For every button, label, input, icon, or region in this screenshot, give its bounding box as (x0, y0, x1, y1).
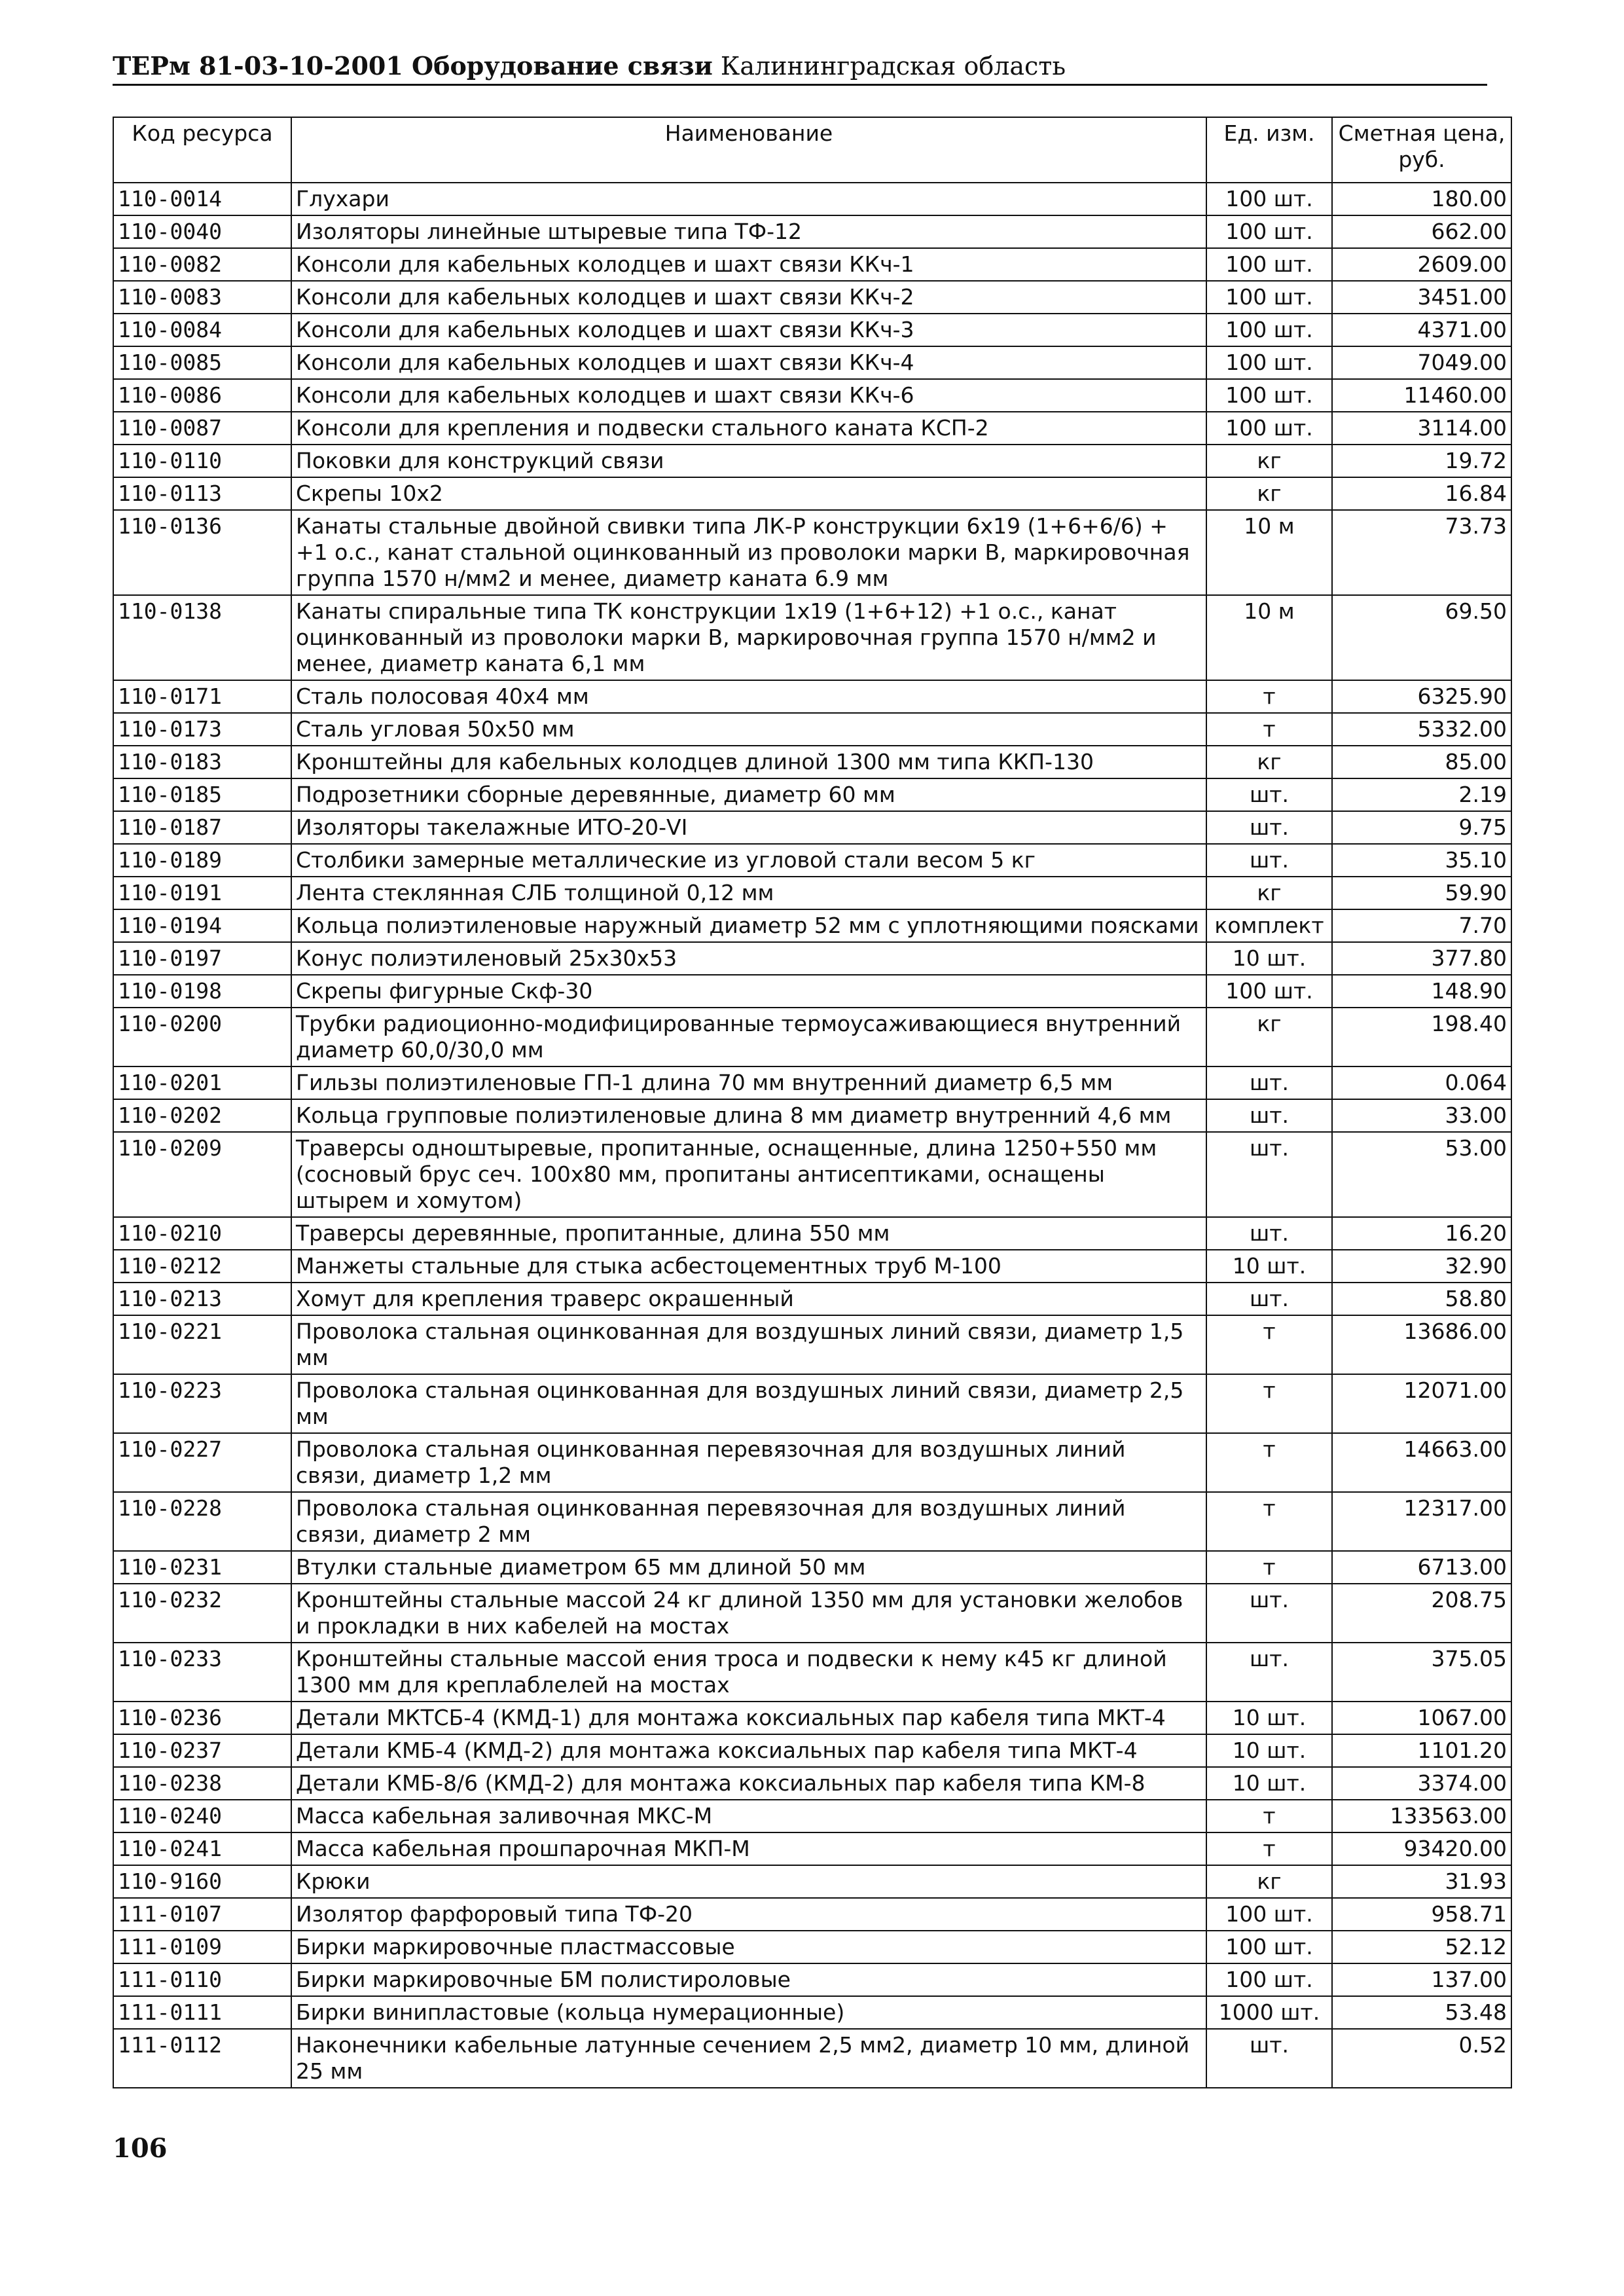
cell-unit: шт. (1206, 1099, 1332, 1132)
table-row (113, 1551, 1511, 1584)
cell-price: 7.70 (1332, 909, 1511, 942)
cell-code: 110-0231 (113, 1551, 291, 1584)
cell-unit: 10 м (1206, 595, 1332, 680)
cell-unit: кг (1206, 1008, 1332, 1066)
cell-unit: т (1206, 1551, 1332, 1584)
table-row (113, 909, 1511, 942)
table-row (113, 1643, 1511, 1702)
table-row (113, 1315, 1511, 1374)
cell-code: 110-0212 (113, 1250, 291, 1283)
cell-unit: 100 шт. (1206, 412, 1332, 445)
cell-price: 52.12 (1332, 1931, 1511, 1963)
cell-price: 58.80 (1332, 1283, 1511, 1315)
column-header-name: Наименование (291, 117, 1206, 183)
cell-unit: шт. (1206, 811, 1332, 844)
table-row (113, 248, 1511, 281)
cell-price: 73.73 (1332, 510, 1511, 595)
cell-unit: 100 шт. (1206, 1931, 1332, 1963)
table-row (113, 1832, 1511, 1865)
cell-unit: 100 шт. (1206, 183, 1332, 215)
cell-name: Крюки (291, 1865, 1206, 1898)
cell-price: 7049.00 (1332, 346, 1511, 379)
table-row (113, 412, 1511, 445)
cell-price: 1067.00 (1332, 1702, 1511, 1734)
cell-code: 111-0110 (113, 1963, 291, 1996)
cell-unit: 10 м (1206, 510, 1332, 595)
cell-name: Кольца групповые полиэтиленовые длина 8 мм диаметр внутренний 4,6 мм (291, 1099, 1206, 1132)
cell-name: Проволока стальная оцинкованная перевязочная для воздушных линий связи, диаметр 1,2 мм (291, 1433, 1206, 1492)
cell-price: 2609.00 (1332, 248, 1511, 281)
cell-unit: шт. (1206, 2029, 1332, 2088)
table-row (113, 1931, 1511, 1963)
cell-name: Наконечники кабельные латунные сечением 2,5 мм2, диаметр 10 мм, длиной 25 мм (291, 2029, 1206, 2088)
cell-code: 110-0189 (113, 844, 291, 877)
cell-code: 110-0082 (113, 248, 291, 281)
cell-name: Консоли для кабельных колодцев и шахт связи ККч-4 (291, 346, 1206, 379)
cell-code: 110-0223 (113, 1374, 291, 1433)
table-row (113, 1865, 1511, 1898)
cell-price: 16.20 (1332, 1217, 1511, 1250)
cell-code: 110-0209 (113, 1132, 291, 1217)
cell-name: Бирки винипластовые (кольца нумерационные) (291, 1996, 1206, 2029)
cell-unit: 100 шт. (1206, 314, 1332, 346)
cell-code: 111-0112 (113, 2029, 291, 2088)
table-row (113, 877, 1511, 909)
table-row (113, 445, 1511, 477)
cell-unit: шт. (1206, 1132, 1332, 1217)
table-row (113, 510, 1511, 595)
cell-code: 110-0194 (113, 909, 291, 942)
cell-code: 110-0087 (113, 412, 291, 445)
cell-price: 148.90 (1332, 975, 1511, 1008)
cell-unit: 100 шт. (1206, 379, 1332, 412)
cell-price: 11460.00 (1332, 379, 1511, 412)
cell-code: 111-0107 (113, 1898, 291, 1931)
table-row (113, 1066, 1511, 1099)
table-row (113, 1283, 1511, 1315)
cell-price: 375.05 (1332, 1643, 1511, 1702)
cell-code: 110-0232 (113, 1584, 291, 1643)
cell-unit: т (1206, 1315, 1332, 1374)
cell-name: Глухари (291, 183, 1206, 215)
cell-code: 110-0110 (113, 445, 291, 477)
cell-unit: шт. (1206, 1584, 1332, 1643)
table-row (113, 746, 1511, 778)
cell-unit: т (1206, 680, 1332, 713)
column-header-code: Код ресурса (113, 117, 291, 183)
cell-name: Изоляторы такелажные ИТО-20-VI (291, 811, 1206, 844)
cell-name: Конус полиэтиленовый 25х30х53 (291, 942, 1206, 975)
cell-name: Столбики замерные металлические из угловой стали весом 5 кг (291, 844, 1206, 877)
cell-code: 110-0171 (113, 680, 291, 713)
cell-name: Сталь угловая 50х50 мм (291, 713, 1206, 746)
cell-price: 180.00 (1332, 183, 1511, 215)
cell-code: 110-0138 (113, 595, 291, 680)
cell-code: 110-0198 (113, 975, 291, 1008)
table-row (113, 1767, 1511, 1800)
cell-code: 110-0014 (113, 183, 291, 215)
cell-name: Консоли для крепления и подвески стального каната КСП-2 (291, 412, 1206, 445)
cell-price: 19.72 (1332, 445, 1511, 477)
cell-name: Консоли для кабельных колодцев и шахт связи ККч-2 (291, 281, 1206, 314)
cell-name: Детали КМБ-8/6 (КМД-2) для монтажа коксиальных пар кабеля типа КМ-8 (291, 1767, 1206, 1800)
column-header-unit: Ед. изм. (1206, 117, 1332, 183)
cell-name: Хомут для крепления траверс окрашенный (291, 1283, 1206, 1315)
cell-code: 110-0201 (113, 1066, 291, 1099)
cell-price: 3451.00 (1332, 281, 1511, 314)
header-region: Калининградская область (712, 52, 1066, 81)
cell-name: Проволока стальная оцинкованная для воздушных линий связи, диаметр 2,5 мм (291, 1374, 1206, 1433)
cell-unit: 10 шт. (1206, 1767, 1332, 1800)
cell-unit: комплект (1206, 909, 1332, 942)
cell-code: 110-0113 (113, 477, 291, 510)
table-row (113, 811, 1511, 844)
cell-price: 6713.00 (1332, 1551, 1511, 1584)
cell-code: 110-0200 (113, 1008, 291, 1066)
cell-code: 110-0086 (113, 379, 291, 412)
cell-name: Консоли для кабельных колодцев и шахт связи ККч-3 (291, 314, 1206, 346)
header-rule (113, 84, 1487, 86)
cell-unit: кг (1206, 445, 1332, 477)
cell-price: 3114.00 (1332, 412, 1511, 445)
cell-name: Изоляторы линейные штыревые типа ТФ-12 (291, 215, 1206, 248)
cell-unit: кг (1206, 477, 1332, 510)
cell-price: 3374.00 (1332, 1767, 1511, 1800)
cell-unit: 10 шт. (1206, 1250, 1332, 1283)
cell-code: 110-0241 (113, 1832, 291, 1865)
header-code: ТЕРм 81-03-10-2001 Оборудование связи (113, 51, 713, 81)
cell-code: 110-0197 (113, 942, 291, 975)
cell-name: Проволока стальная оцинкованная для воздушных линий связи, диаметр 1,5 мм (291, 1315, 1206, 1374)
cell-name: Кольца полиэтиленовые наружный диаметр 52 мм с уплотняющими поясками (291, 909, 1206, 942)
cell-name: Подрозетники сборные деревянные, диаметр 60 мм (291, 778, 1206, 811)
cell-unit: кг (1206, 877, 1332, 909)
cell-name: Бирки маркировочные пластмассовые (291, 1931, 1206, 1963)
table-row (113, 379, 1511, 412)
table-row (113, 844, 1511, 877)
cell-code: 110-0183 (113, 746, 291, 778)
table-row (113, 477, 1511, 510)
cell-code: 110-0191 (113, 877, 291, 909)
cell-unit: 10 шт. (1206, 1702, 1332, 1734)
cell-name: Сталь полосовая 40х4 мм (291, 680, 1206, 713)
cell-name: Траверсы деревянные, пропитанные, длина 550 мм (291, 1217, 1206, 1250)
cell-unit: 100 шт. (1206, 1898, 1332, 1931)
cell-code: 110-0228 (113, 1492, 291, 1551)
cell-name: Поковки для конструкций связи (291, 445, 1206, 477)
cell-unit: шт. (1206, 1217, 1332, 1250)
cell-unit: т (1206, 1433, 1332, 1492)
cell-price: 958.71 (1332, 1898, 1511, 1931)
cell-name: Изолятор фарфоровый типа ТФ-20 (291, 1898, 1206, 1931)
cell-price: 198.40 (1332, 1008, 1511, 1066)
cell-code: 110-0210 (113, 1217, 291, 1250)
cell-code: 110-0227 (113, 1433, 291, 1492)
cell-code: 111-0109 (113, 1931, 291, 1963)
cell-code: 110-0221 (113, 1315, 291, 1374)
cell-price: 59.90 (1332, 877, 1511, 909)
cell-price: 93420.00 (1332, 1832, 1511, 1865)
table-header-row (113, 117, 1511, 183)
cell-price: 53.00 (1332, 1132, 1511, 1217)
cell-code: 110-0187 (113, 811, 291, 844)
table-row (113, 215, 1511, 248)
cell-unit: т (1206, 1492, 1332, 1551)
cell-code: 110-0233 (113, 1643, 291, 1702)
table-row (113, 183, 1511, 215)
table-body (113, 183, 1511, 2088)
cell-unit: т (1206, 1832, 1332, 1865)
cell-code: 110-0213 (113, 1283, 291, 1315)
table-row (113, 713, 1511, 746)
cell-price: 0.52 (1332, 2029, 1511, 2088)
cell-unit: 10 шт. (1206, 1734, 1332, 1767)
cell-code: 110-0240 (113, 1800, 291, 1832)
cell-price: 5332.00 (1332, 713, 1511, 746)
cell-price: 6325.90 (1332, 680, 1511, 713)
cell-name: Трубки радиоционно-модифицированные термоусаживающиеся внутренний диаметр 60,0/30,0 мм (291, 1008, 1206, 1066)
cell-price: 0.064 (1332, 1066, 1511, 1099)
cell-name: Лента стеклянная СЛБ толщиной 0,12 мм (291, 877, 1206, 909)
table-row (113, 942, 1511, 975)
cell-code: 111-0111 (113, 1996, 291, 2029)
cell-name: Скрепы фигурные Скф-30 (291, 975, 1206, 1008)
cell-unit: шт. (1206, 1066, 1332, 1099)
cell-code: 110-0136 (113, 510, 291, 595)
cell-unit: 100 шт. (1206, 1963, 1332, 1996)
cell-name: Манжеты стальные для стыка асбестоцементных труб М-100 (291, 1250, 1206, 1283)
cell-price: 14663.00 (1332, 1433, 1511, 1492)
cell-name: Скрепы 10х2 (291, 477, 1206, 510)
table-row (113, 1132, 1511, 1217)
cell-price: 133563.00 (1332, 1800, 1511, 1832)
cell-price: 12071.00 (1332, 1374, 1511, 1433)
cell-name: Проволока стальная оцинкованная перевязочная для воздушных линий связи, диаметр 2 мм (291, 1492, 1206, 1551)
table-row (113, 1898, 1511, 1931)
cell-price: 377.80 (1332, 942, 1511, 975)
cell-name: Канаты стальные двойной свивки типа ЛК-Р конструкции 6х19 (1+6+6/6) + +1 о.с., канат стальной оцинкованный из проволоки марки В, маркировочная группа 1570 н/мм2 и менее, диаметр каната 6.9 мм (291, 510, 1206, 595)
table-row (113, 1734, 1511, 1767)
cell-unit: 100 шт. (1206, 281, 1332, 314)
cell-name: Масса кабельная прошпарочная МКП-М (291, 1832, 1206, 1865)
table-row (113, 1008, 1511, 1066)
cell-price: 662.00 (1332, 215, 1511, 248)
cell-code: 110-0185 (113, 778, 291, 811)
cell-unit: т (1206, 713, 1332, 746)
table-row (113, 1217, 1511, 1250)
table-row (113, 1996, 1511, 2029)
cell-price: 1101.20 (1332, 1734, 1511, 1767)
cell-name: Консоли для кабельных колодцев и шахт связи ККч-6 (291, 379, 1206, 412)
cell-price: 85.00 (1332, 746, 1511, 778)
cell-price: 12317.00 (1332, 1492, 1511, 1551)
cell-price: 69.50 (1332, 595, 1511, 680)
table-row (113, 1963, 1511, 1996)
cell-name: Кронштейны для кабельных колодцев длиной 1300 мм типа ККП-130 (291, 746, 1206, 778)
cell-name: Гильзы полиэтиленовые ГП-1 длина 70 мм внутренний диаметр 6,5 мм (291, 1066, 1206, 1099)
table-row (113, 1800, 1511, 1832)
cell-name: Кронштейны стальные массой ения троса и подвески к нему к45 кг длиной 1300 мм для креплаблелей на мостах (291, 1643, 1206, 1702)
cell-price: 32.90 (1332, 1250, 1511, 1283)
cell-unit: шт. (1206, 844, 1332, 877)
cell-unit: шт. (1206, 778, 1332, 811)
cell-unit: 100 шт. (1206, 346, 1332, 379)
cell-unit: 100 шт. (1206, 215, 1332, 248)
table-row (113, 1492, 1511, 1551)
cell-code: 110-0237 (113, 1734, 291, 1767)
column-header-price: Сметная цена, руб. (1332, 117, 1511, 183)
table-row (113, 281, 1511, 314)
cell-unit: кг (1206, 746, 1332, 778)
cell-unit: 100 шт. (1206, 975, 1332, 1008)
cell-name: Масса кабельная заливочная МКС-М (291, 1800, 1206, 1832)
cell-code: 110-0173 (113, 713, 291, 746)
cell-code: 110-0238 (113, 1767, 291, 1800)
cell-name: Бирки маркировочные БМ полистироловые (291, 1963, 1206, 1996)
cell-code: 110-0040 (113, 215, 291, 248)
table-row (113, 1702, 1511, 1734)
page-number: 106 (113, 2133, 168, 2164)
cell-price: 208.75 (1332, 1584, 1511, 1643)
cell-unit: 100 шт. (1206, 248, 1332, 281)
table-row (113, 595, 1511, 680)
table-row (113, 680, 1511, 713)
cell-price: 16.84 (1332, 477, 1511, 510)
cell-price: 35.10 (1332, 844, 1511, 877)
cell-price: 53.48 (1332, 1996, 1511, 2029)
table-row (113, 1250, 1511, 1283)
cell-code: 110-0236 (113, 1702, 291, 1734)
cell-price: 4371.00 (1332, 314, 1511, 346)
cell-name: Кронштейны стальные массой 24 кг длиной 1350 мм для установки желобов и прокладки в них кабелей на мостах (291, 1584, 1206, 1643)
cell-price: 137.00 (1332, 1963, 1511, 1996)
page-header (113, 51, 1487, 81)
cell-name: Детали МКТСБ-4 (КМД-1) для монтажа коксиальных пар кабеля типа МКТ-4 (291, 1702, 1206, 1734)
cell-name: Консоли для кабельных колодцев и шахт связи ККч-1 (291, 248, 1206, 281)
cell-name: Втулки стальные диаметром 65 мм длиной 50 мм (291, 1551, 1206, 1584)
table-row (113, 346, 1511, 379)
cell-unit: 1000 шт. (1206, 1996, 1332, 2029)
cell-name: Траверсы одноштыревые, пропитанные, оснащенные, длина 1250+550 мм (сосновый брус сеч. 100х80 мм, пропитаны антисептиками, оснащены штырем и хомутом) (291, 1132, 1206, 1217)
cell-name: Канаты спиральные типа ТК конструкции 1х19 (1+6+12) +1 о.с., канат оцинкованный из проволоки марки В, маркировочная группа 1570 н/мм2 и менее, диаметр каната 6,1 мм (291, 595, 1206, 680)
table-row (113, 1374, 1511, 1433)
cell-price: 33.00 (1332, 1099, 1511, 1132)
table-row (113, 975, 1511, 1008)
cell-unit: т (1206, 1800, 1332, 1832)
cell-price: 31.93 (1332, 1865, 1511, 1898)
table-row (113, 2029, 1511, 2088)
cell-unit: т (1206, 1374, 1332, 1433)
cell-code: 110-0084 (113, 314, 291, 346)
table-row (113, 1584, 1511, 1643)
cell-unit: кг (1206, 1865, 1332, 1898)
cell-price: 13686.00 (1332, 1315, 1511, 1374)
table-row (113, 1433, 1511, 1492)
cell-code: 110-0083 (113, 281, 291, 314)
table-row (113, 314, 1511, 346)
resource-table (113, 117, 1512, 2088)
table-row (113, 1099, 1511, 1132)
cell-price: 9.75 (1332, 811, 1511, 844)
cell-code: 110-9160 (113, 1865, 291, 1898)
cell-code: 110-0085 (113, 346, 291, 379)
cell-unit: 10 шт. (1206, 942, 1332, 975)
cell-code: 110-0202 (113, 1099, 291, 1132)
cell-name: Детали КМБ-4 (КМД-2) для монтажа коксиальных пар кабеля типа МКТ-4 (291, 1734, 1206, 1767)
cell-price: 2.19 (1332, 778, 1511, 811)
cell-unit: шт. (1206, 1643, 1332, 1702)
cell-unit: шт. (1206, 1283, 1332, 1315)
table-row (113, 778, 1511, 811)
